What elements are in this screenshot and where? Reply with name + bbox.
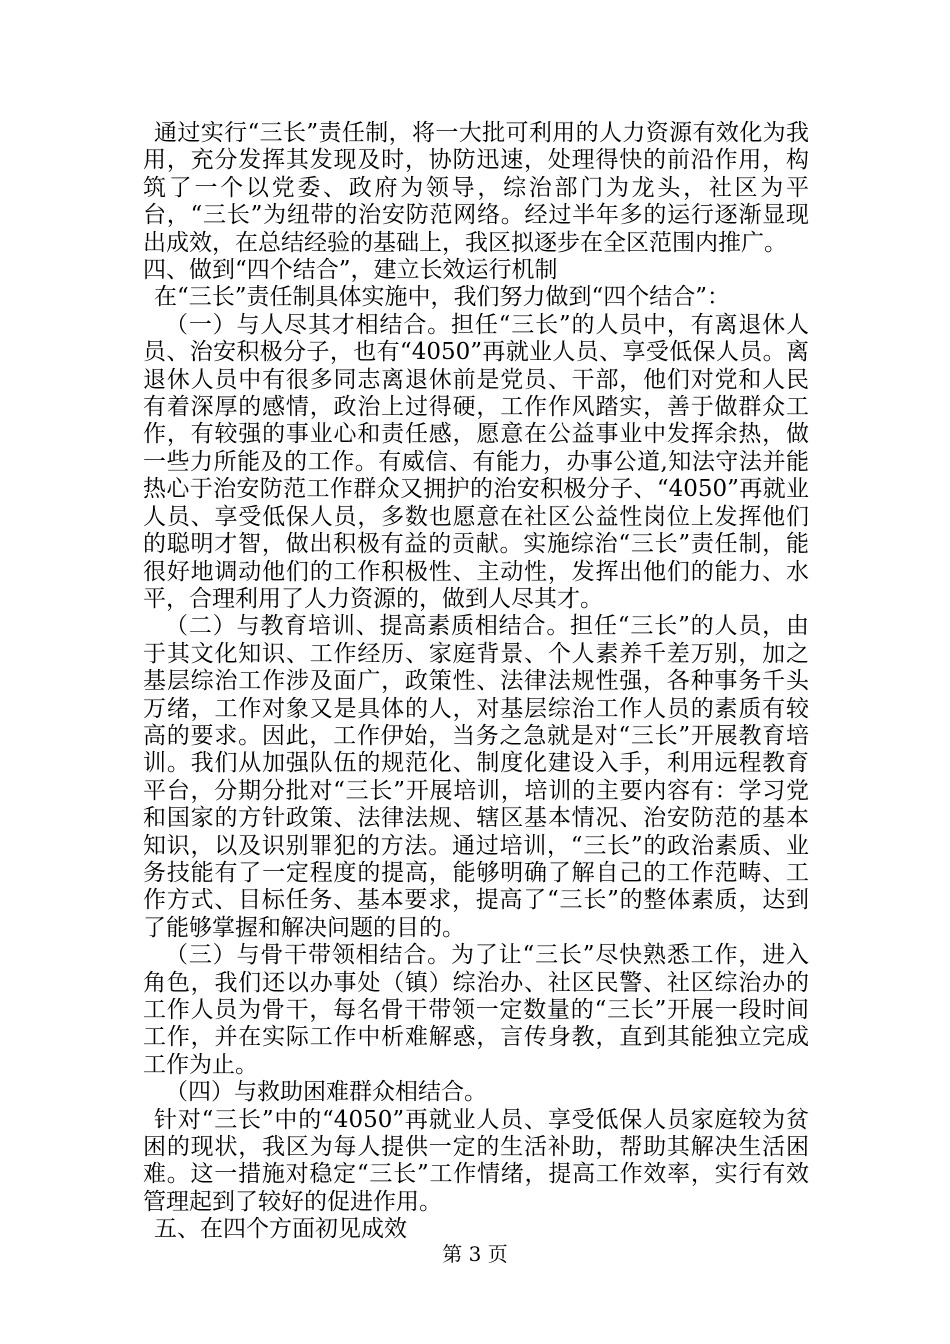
page-number: 第 3 页 (442, 1242, 508, 1266)
section-heading-four: 四、做到“四个结合”，建立长效运行机制 (143, 257, 558, 284)
paragraph-combination-four-body: 针对“三长”中的“4050”再就业人员、享受低保人员家庭较为贫困的现状，我区为每人提供一定的生活补助，帮助其解决生活困难。这一措施对稳定“三长”工作情绪，提高工作效率，实行有效管理起到了较好的促进作用。 (143, 1106, 809, 1215)
paragraph-combination-three: （三）与骨干带领相结合。为了让“三长”尽快熟悉工作，进入角色，我们还以办事处（镇）综治办、社区民警、社区综治办的工作人员为骨干，每名骨干带领一定数量的“三长”开展一段时间工作，并在实际工作中析难解惑，言传身教，直到其能独立完成工作为止。 (143, 942, 809, 1078)
section-heading-five: 五、在四个方面初见成效 (154, 1216, 407, 1243)
paragraph-combination-four-title: （四）与救助困难群众相结合。 (165, 1079, 487, 1106)
paragraph-summary: 通过实行“三长”责任制，将一大批可利用的人力资源有效化为我用，充分发挥其发现及时，协防迅速，处理得快的前沿作用，构筑了一个以党委、政府为领导，综治部门为龙头，社区为平台，“三长”为纽带的治安防范网络。经过半年多的运行逐渐显现出成效，在总结经验的基础上，我区拟逐步在全区范围内推广。 (143, 120, 809, 256)
paragraph-combination-one: （一）与人尽其才相结合。担任“三长”的人员中，有离退休人员、治安积极分子，也有“4050”再就业人员、享受低保人员。离退休人员中有很多同志离退休前是党员、干部，他们对党和人民有着深厚的感情，政治上过得硬，工作作风踏实，善于做群众工作，有较强的事业心和责任感，愿意在公益事业中发挥余热，做一些力所能及的工作。有威信、有能力，办事公道,知法守法并能热心于治安防范工作群众又拥护的治安积极分子、“4050”再就业人员、享受低保人员，多数也愿意在社区公益性岗位上发挥他们的聪明才智，做出积极有益的贡献。实施综治“三长”责任制，能很好地调动他们的工作积极性、主动性，发挥出他们的能力、水平，合理利用了人力资源的，做到人尽其才。 (143, 311, 809, 612)
paragraph-combination-two: （二）与教育培训、提高素质相结合。担任“三长”的人员，由于其文化知识、工作经历、家庭背景、个人素养千差万别，加之基层综治工作涉及面广，政策性、法律法规性强，各种事务千头万绪，工作对象又是具体的人，对基层综治工作人员的素质有较高的要求。因此，工作伊始，当务之急就是对“三长”开展教育培训。我们从加强队伍的规范化、制度化建设入手，利用远程教育平台，分期分批对“三长”开展培训，培训的主要内容有：学习党和国家的方针政策、法律法规、辖区基本情况、治安防范的基本知识，以及识别罪犯的方法。通过培训，“三长”的政治素质、业务技能有了一定程度的提高，能够明确了解自己的工作范畴、工作方式、目标任务、基本要求，提高了“三长”的整体素质，达到了能够掌握和解决问题的目的。 (143, 613, 809, 941)
paragraph-intro-four-combinations: 在“三长”责任制具体实施中，我们努力做到“四个结合”： (154, 284, 731, 311)
document-body (143, 120, 809, 1244)
